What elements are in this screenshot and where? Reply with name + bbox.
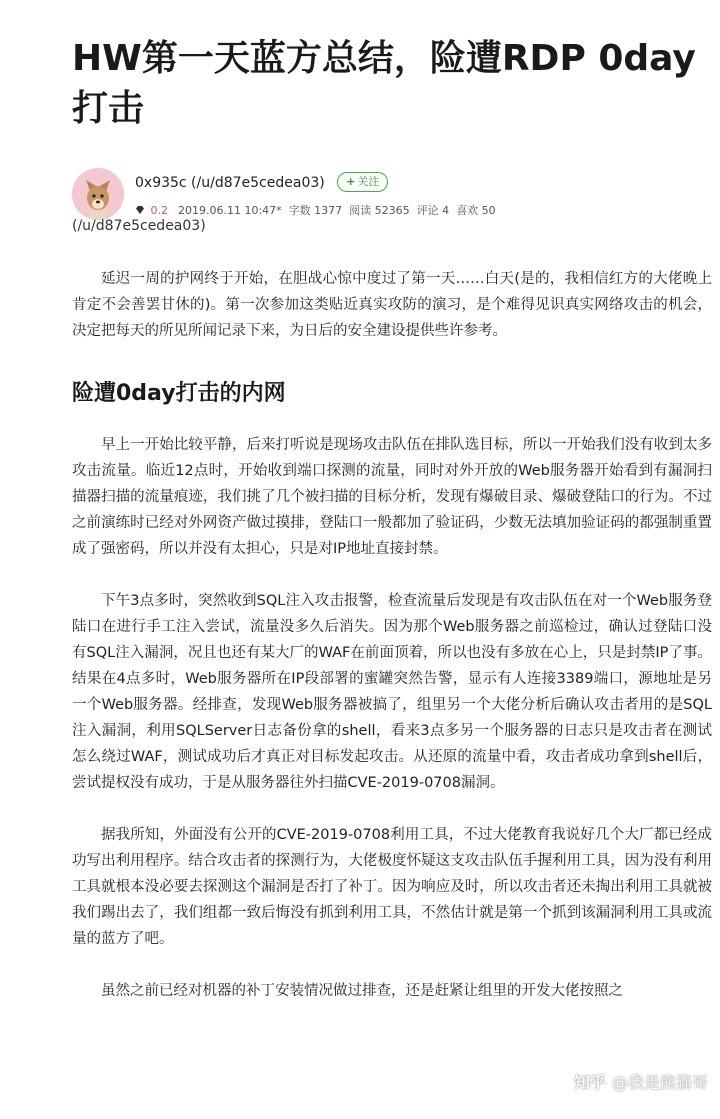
dog-avatar-icon: [72, 168, 124, 220]
author-name-line: [135, 172, 388, 192]
zhihu-logo: 知乎: [573, 1073, 606, 1092]
follow-label: 关注: [357, 175, 380, 188]
article-meta: [135, 202, 496, 218]
author-id-line[interactable]: (/u/d87e5cedea03): [72, 218, 206, 234]
paragraph-intro: 延迟一周的护网终于开始，在胆战心惊中度过了第一天……白天(是的，我相信红方的大佬晚上肯定不会善罢甘休的)。第一次参加这类贴近真实攻防的演习，是个难得见识真实网络攻击的机会，决定把每天的所见所闻记录下来，为日后的安全建设提供些许参考。: [72, 271, 712, 339]
watermark: [574, 1070, 708, 1093]
comment-count: 评论 4: [416, 204, 450, 217]
article: [72, 0, 712, 1004]
follow-button[interactable]: [337, 172, 388, 192]
section-heading: 险遭0day打击的内网: [72, 381, 286, 406]
paragraph-patch: 虽然之前已经对机器的补丁安装情况做过排查，还是赶紧让组里的开发大佬按照之: [101, 983, 623, 999]
article-title: HW第一天蓝方总结，险遭RDP 0day打击: [72, 38, 696, 129]
word-count: 字数 1377: [288, 204, 343, 217]
like-count: 喜欢 50: [456, 204, 496, 217]
author-info: [72, 168, 712, 244]
plus-icon: +: [346, 175, 356, 188]
paragraph-morning: 早上一开始比较平静，后来打听说是现场攻击队伍在排队选目标，所以一开始我们没有收到太多攻击流量。临近12点时，开始收到端口探测的流量，同时对外开放的Web服务器开始看到有漏洞扫描器扫描的流量痕迹，我们挑了几个被扫描的目标分析，发现有爆破目录、爆破登陆口的行为。不过之前演练时已经对外网资产做过摸排，登陆口一般都加了验证码，少数无法填加验证码的都强制重置成了强密码，所以并没有太担心，只是对IP地址直接封禁。: [72, 437, 712, 557]
watermark-handle: @我是熊猫哥: [611, 1073, 708, 1092]
publish-date: 2019.06.11 10:47*: [178, 204, 282, 217]
paragraph-afternoon: 下午3点多时，突然收到SQL注入攻击报警，检查流量后发现是有攻击队伍在对一个Web服务登陆口在进行手工注入尝试，流量没多久后消失。因为那个Web服务器之前巡检过，确认过登陆口没有SQL注入漏洞，况且也还有某大厂的WAF在前面顶着，所以也没有多放在心上，只是封禁IP了事。结果在4点多时，Web服务器所在IP段部署的蜜罐突然告警，显示有人连接3389端口，源地址是另一个Web服务器。经排查，发现Web服务器被搞了，组里另一个大佬分析后确认攻击者用的是SQL注入漏洞，利用SQLServer日志备份拿的shell，看来3点多另一个服务器的日志只是攻击者在测试怎么绕过WAF，测试成功后才真正对目标发起攻击。从还原的流量中看，攻击者成功拿到shell后，尝试提权没有成功，于是从服务器往外扫描CVE-2019-0708漏洞。: [72, 593, 712, 791]
read-count: 阅读 52365: [349, 204, 410, 217]
paragraph-exploit: 据我所知，外面没有公开的CVE-2019-0708利用工具，不过大佬教育我说好几个大厂都已经成功写出利用程序。结合攻击者的探测行为，大佬极度怀疑这支攻击队伍手握利用工具，因为没有利用工具就根本没必要去探测这个漏洞是否打了补丁。因为响应及时，所以攻击者还未掏出利用工具就被我们踢出去了，我们组都一致后悔没有抓到利用工具，不然估计就是第一个抓到该漏洞利用工具或流量的蓝方了吧。: [72, 827, 712, 947]
author-name-link[interactable]: 0x935c (/u/d87e5cedea03): [135, 175, 325, 191]
reputation-value: 0.2: [150, 204, 168, 217]
avatar[interactable]: [72, 168, 124, 220]
diamond-icon: [135, 204, 149, 217]
